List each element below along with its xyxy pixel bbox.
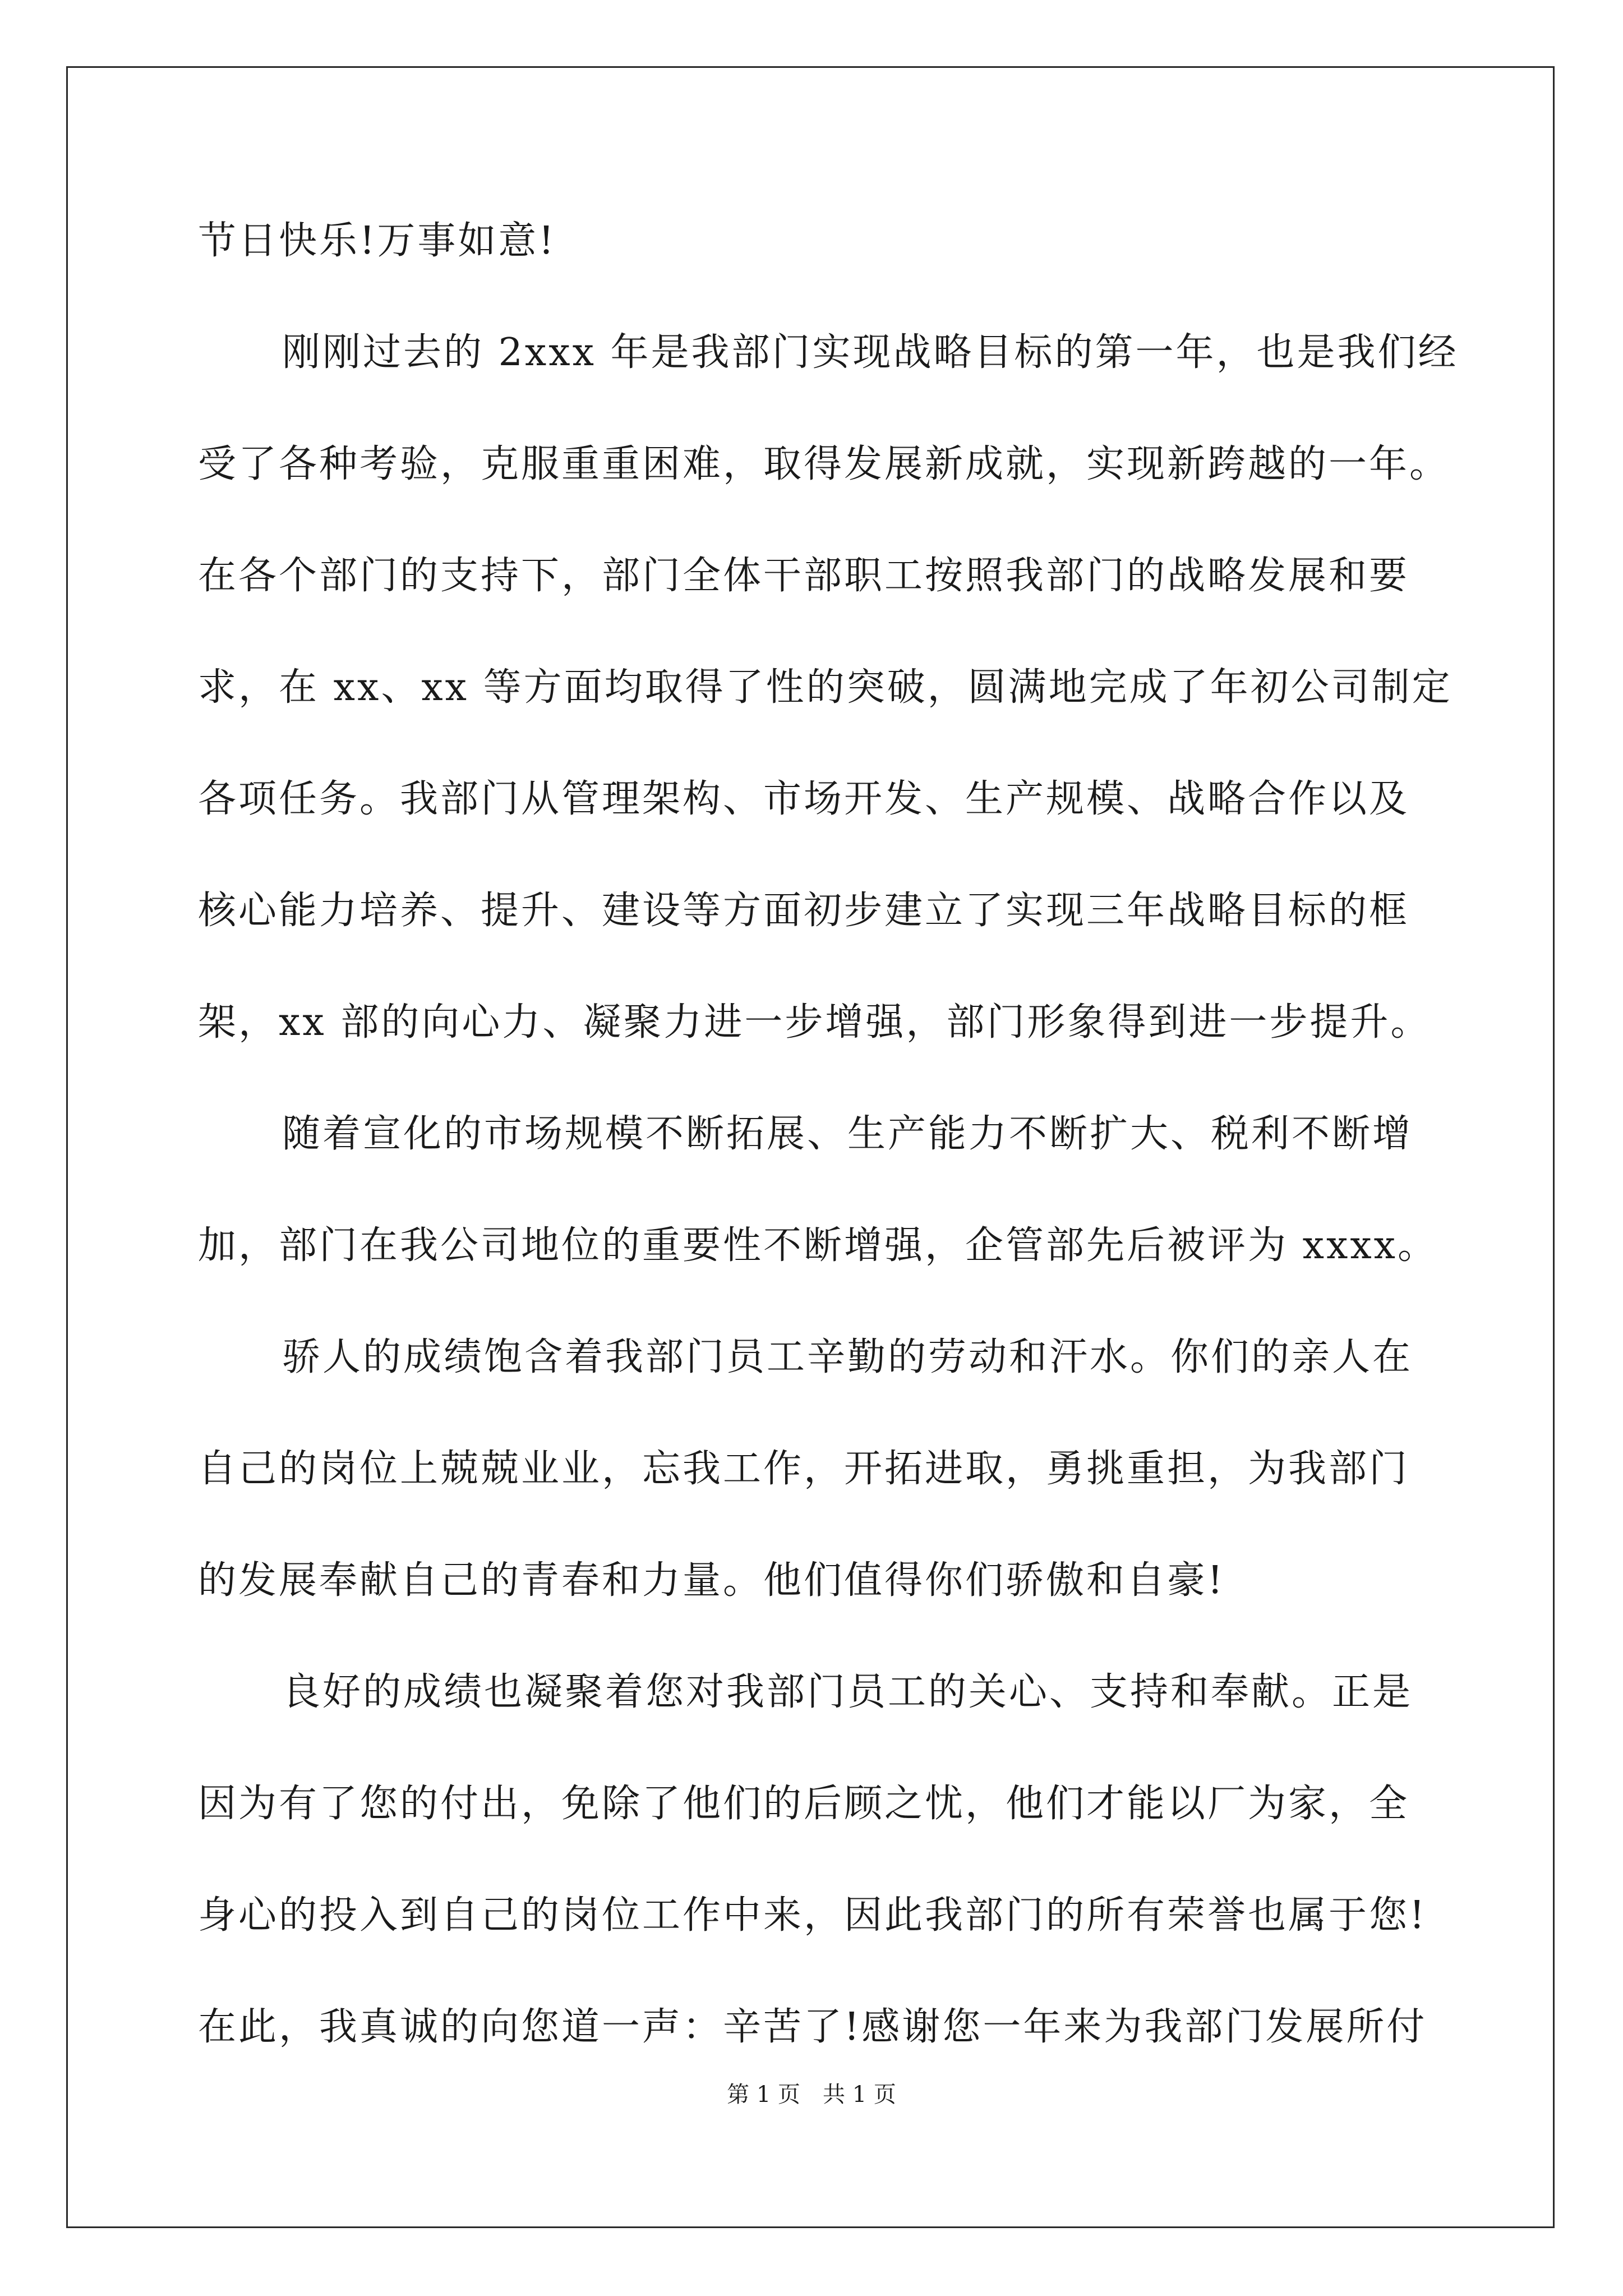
document-body [198,208,1459,2105]
text-line: 求，在 xx、xx 等方面均取得了性的突破，圆满地完成了年初公司制定 [198,665,1453,710]
text-line: 骄人的成绩饱含着我部门员工辛勤的劳动和汗水。你们的亲人在 [282,1335,1413,1379]
text-line: 架，xx 部的向心力、凝聚力进一步增强，部门形象得到进一步提升。 [198,1000,1431,1045]
text-line: 身心的投入到自己的岗位工作中来，因此我部门的所有荣誉也属于您! [198,1893,1427,1938]
text-line: 的发展奉献自己的青春和力量。他们值得你们骄傲和自豪! [198,1558,1225,1603]
text-line: 在各个部门的支持下，部门全体干部职工按照我部门的战略发展和要 [198,554,1410,598]
text-line: 良好的成绩也凝聚着您对我部门员工的关心、支持和奉献。正是 [282,1670,1413,1714]
page-footer: 第 1 页 共 1 页 [727,2082,896,2108]
text-line: 受了各种考验，克服重重困难，取得发展新成就，实现新跨越的一年。 [198,442,1450,486]
text-line: 刚刚过去的 2xxx 年是我部门实现战略目标的第一年，也是我们经 [282,330,1459,375]
text-line: 在此，我真诚的向您道一声：辛苦了!感谢您一年来为我部门发展所付 [198,2005,1427,2049]
text-line: 随着宣化的市场规模不断拓展、生产能力不断扩大、税利不断增 [282,1112,1413,1156]
text-line: 加，部门在我公司地位的重要性不断增强，企管部先后被评为 xxxx。 [198,1223,1438,1268]
text-line: 节日快乐!万事如意! [198,219,556,263]
text-line: 自己的岗位上兢兢业业，忘我工作，开拓进取，勇挑重担，为我部门 [198,1447,1410,1491]
text-line: 各项任务。我部门从管理架构、市场开发、生产规模、战略合作以及 [198,777,1410,821]
text-line: 因为有了您的付出，免除了他们的后顾之忧，他们才能以厂为家，全 [198,1782,1410,1826]
text-line: 核心能力培养、提升、建设等方面初步建立了实现三年战略目标的框 [198,889,1410,933]
